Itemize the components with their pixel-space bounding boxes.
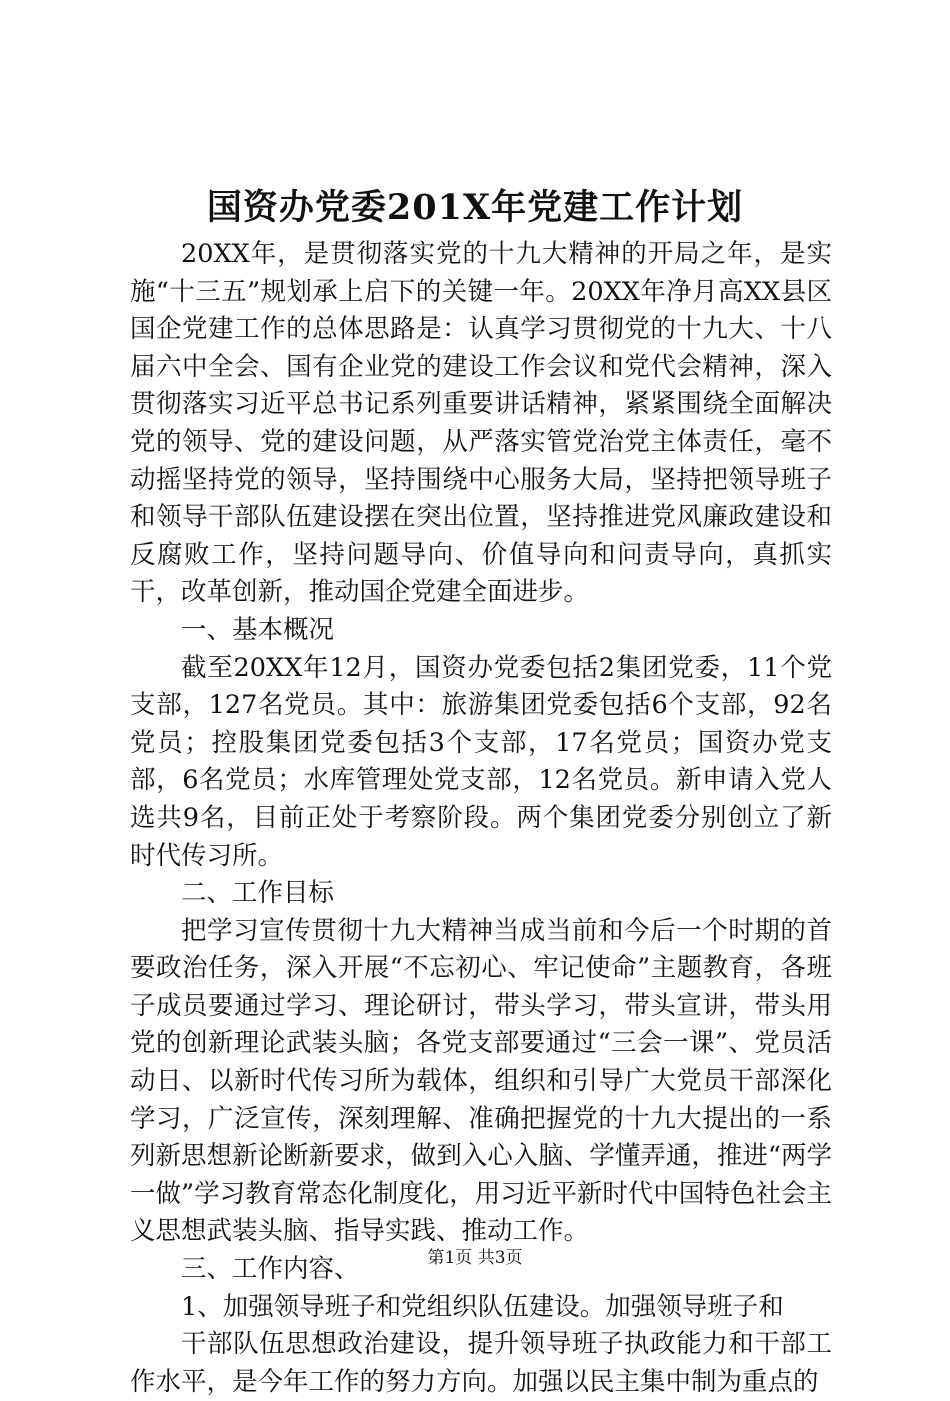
document-body xyxy=(130,236,832,1401)
content-item-1-paragraph: 干部队伍思想政治建设，提升领导班子执政能力和干部工作水平，是今年工作的努力方向。加强以民主集中制为重点的 xyxy=(130,1329,832,1397)
page-number-footer: 第1页 共3页 xyxy=(427,1248,523,1268)
section-heading-overview: 一、基本概况 xyxy=(181,614,335,645)
intro-paragraph: 20XX年，是贯彻落实党的十九大精神的开局之年，是实施“十三五”规划承上启下的关键一年。20XX年净月高XX县区国企党建工作的总体思路是：认真学习贯彻党的十九大、十八届六中全会、国有企业党的建设工作会议和党代会精神，深入贯彻落实习近平总书记系列重要讲话精神，紧紧围绕全面解决党的领导、党的建设问题，从严落实管党治党主体责任，毫不动摇坚持党的领导，坚持围绕中心服务大局，坚持把领导班子和领导干部队伍建设摆在突出位置，坚持推进党风廉政建设和反腐败工作，坚持问题导向、价值导向和问责导向，真抓实干，改革创新，推动国企党建全面进步。 xyxy=(130,239,832,608)
goals-paragraph: 把学习宣传贯彻十九大精神当成当前和今后一个时期的首要政治任务，深入开展“不忘初心、牢记使命”主题教育，各班子成员要通过学习、理论研讨，带头学习，带头宣讲，带头用党的创新理论武装头脑；各党支部要通过“三会一课”、党员活动日、以新时代传习所为载体，组织和引导广大党员干部深化学习，广泛宣传，深刻理解、准确把握党的十九大提出的一系列新思想新论断新要求，做到入心入脑、学懂弄通，推进“两学一做”学习教育常态化制度化，用习近平新时代中国特色社会主义思想武装头脑、指导实践、推动工作。 xyxy=(130,915,832,1247)
content-item-1-heading: 1、加强领导班子和党组织队伍建设。加强领导班子和 xyxy=(181,1291,784,1322)
section-heading-goals: 二、工作目标 xyxy=(181,878,335,909)
section-heading-content: 三、工作内容、 xyxy=(181,1254,360,1285)
overview-paragraph: 截至20XX年12月，国资办党委包括2集团党委，11个党支部，127名党员。其中：旅游集团党委包括6个支部，92名党员；控股集团党委包括3个支部，17名党员；国资办党支部，6名党员；水库管理处党支部，12名党员。新申请入党人选共9名，目前正处于考察阶段。两个集团党委分别创立了新时代传习所。 xyxy=(130,652,832,871)
document-title: 国资办党委201X年党建工作计划 xyxy=(206,187,744,228)
